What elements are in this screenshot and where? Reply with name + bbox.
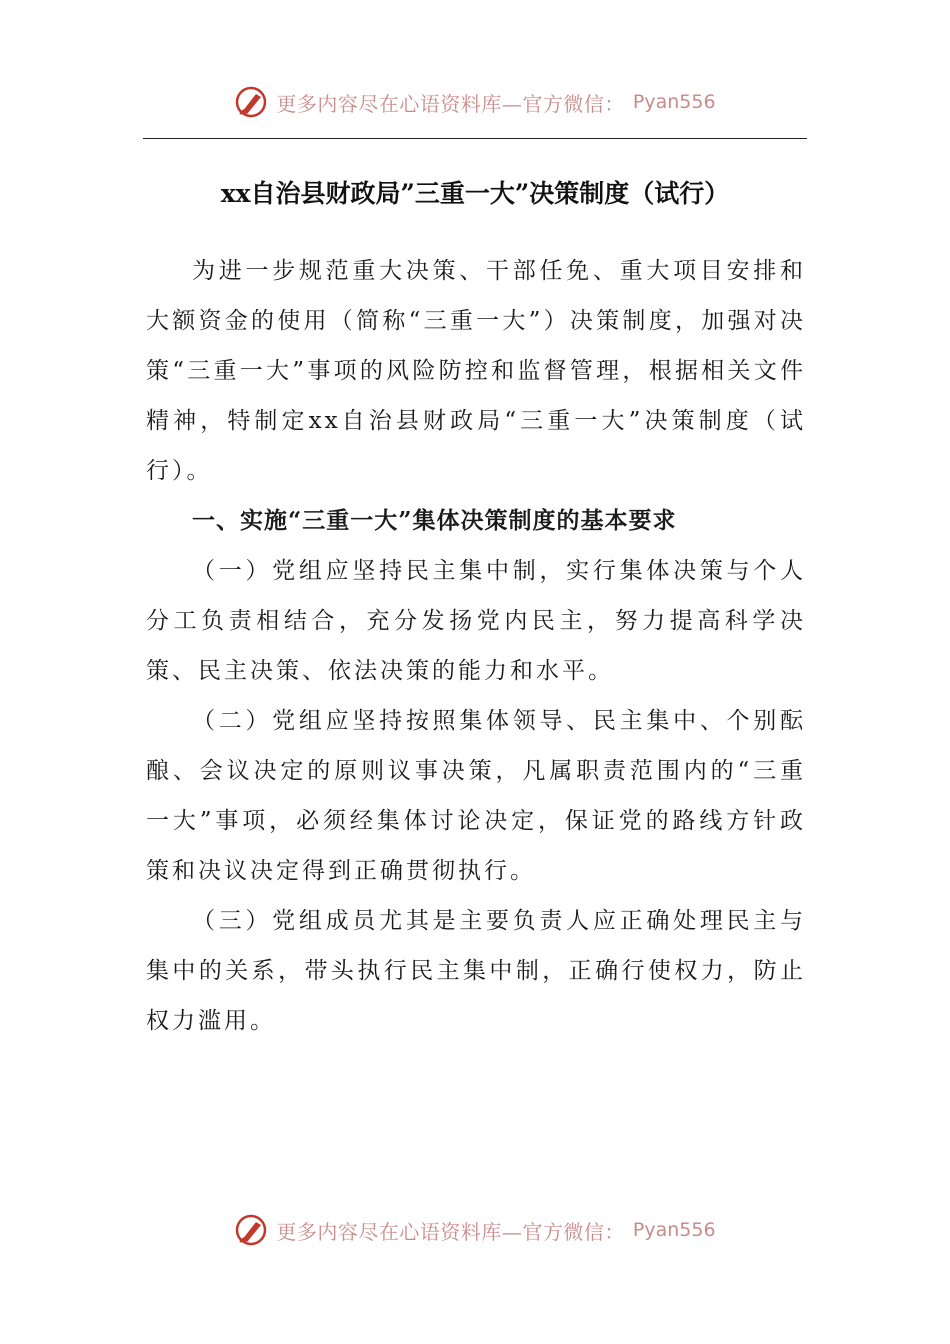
section-item: （二）党组应坚持按照集体领导、民主集中、个别酝酿、会议决定的原则议事决策，凡属职责范围内的“三重一大”事项，必须经集体讨论决定，保证党的路线方针政策和决议决定得到正确贯彻执行。: [146, 708, 806, 884]
footer-banner-text: 更多内容尽在心语资料库—官方微信：: [276, 1219, 625, 1244]
header-divider: [143, 138, 807, 139]
header-banner-text: 更多内容尽在心语资料库—官方微信：: [276, 91, 625, 116]
footer-banner-wechat: Pyan556: [632, 1219, 716, 1241]
header-banner: [0, 80, 950, 124]
section-heading: 一、实施“三重一大”集体决策制度的基本要求: [192, 507, 677, 534]
document-body: [146, 246, 806, 1046]
quill-logo-icon: [234, 1213, 268, 1247]
section-item: （三）党组成员尤其是主要负责人应正确处理民主与集中的关系，带头执行民主集中制，正确行使权力，防止权力滥用。: [146, 908, 806, 1034]
intro-paragraph: 为进一步规范重大决策、干部任免、重大项目安排和大额资金的使用（简称“三重一大”）决策制度，加强对决策“三重一大”事项的风险防控和监督管理，根据相关文件精神，特制定xx自治县财政局“三重一大”决策制度（试行）。: [146, 258, 806, 484]
quill-logo-icon: [234, 85, 268, 119]
footer-banner: [0, 1208, 950, 1252]
section-item: （一）党组应坚持民主集中制，实行集体决策与个人分工负责相结合，充分发扬党内民主，努力提高科学决策、民主决策、依法决策的能力和水平。: [146, 558, 806, 684]
document-title: xx自治县财政局”三重一大”决策制度（试行）: [220, 179, 730, 208]
header-banner-wechat: Pyan556: [632, 91, 716, 113]
